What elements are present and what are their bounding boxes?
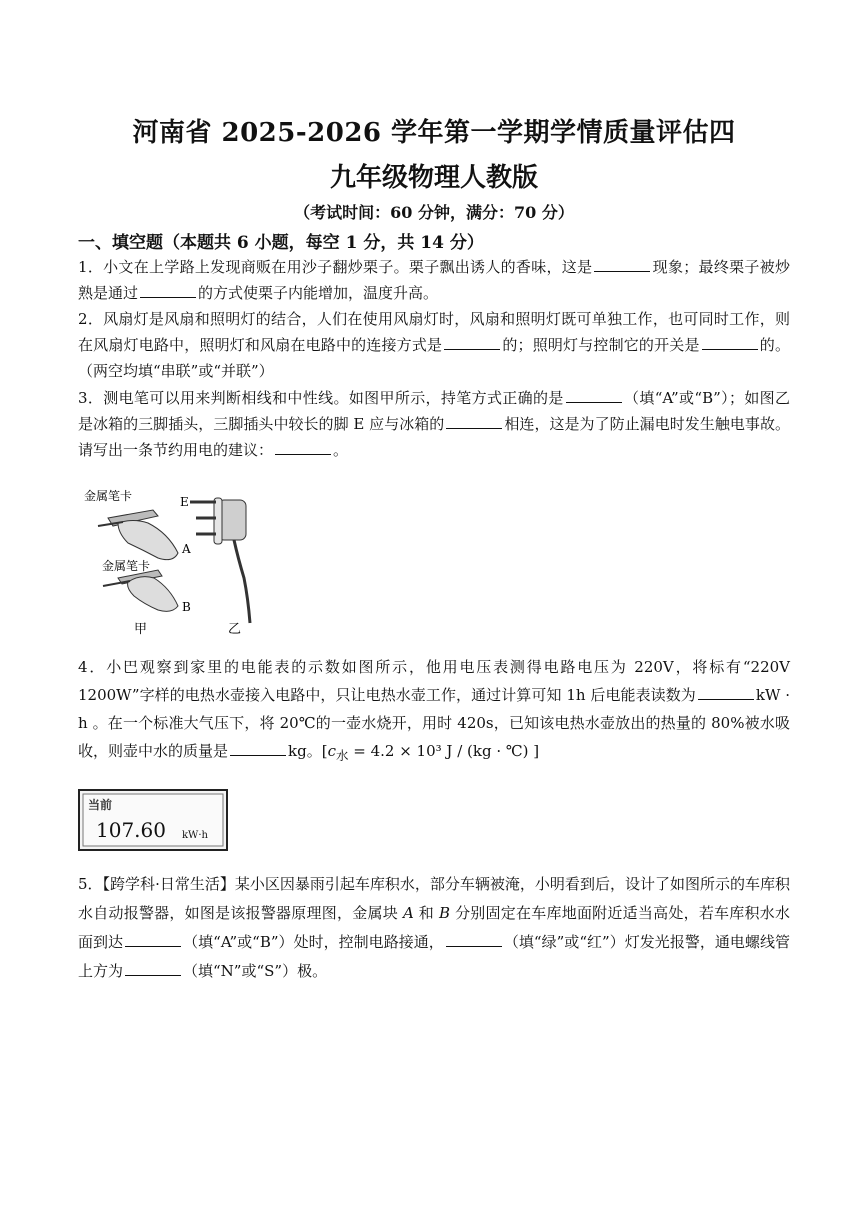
q4-text-a: 4．小巴观察到家里的电能表的示数如图所示，他用电压表测得电路电压为 220V，将标有“220V 1200W”字样的电热水壶接入电路中，只让电热水壶工作，通过计算可知 1h 后电能表读数为 [78, 658, 806, 704]
q2-blank-1[interactable] [444, 335, 500, 350]
q5-text-d: （填“绿”或“红”）灯发光报警，通电螺线管上方为 [78, 933, 790, 980]
label-a: A [182, 542, 191, 556]
q5-blank-3[interactable] [125, 961, 181, 976]
q5-metal-b: B [439, 904, 451, 922]
electricity-meter-display [78, 789, 228, 851]
q3-text-b: （填“A”或“B”）；如图乙是冰箱的三脚插头，三脚插头中较长的脚 E 应与冰箱的 [78, 389, 791, 433]
meter-reading: 107.60 [96, 818, 166, 842]
q3-blank-3[interactable] [275, 440, 331, 455]
q2-text-b: 的；照明灯与控制它的开关是 [502, 336, 700, 354]
question-1 [78, 254, 790, 306]
q4-blank-1[interactable] [698, 685, 754, 700]
test-pen-and-plug-figure [78, 478, 278, 638]
q3-text-a: 3．测电笔可以用来判断相线和中性线。如图甲所示，持笔方式正确的是 [78, 389, 564, 407]
label-b: B [182, 600, 191, 614]
q2-text-a: 2．风扇灯是风扇和照明灯的结合，人们在使用风扇灯时，风扇和照明灯既可单独工作，也可同时工作，则在风扇灯电路中，照明灯和风扇在电路中的连接方式是 [78, 310, 790, 354]
question-3 [78, 385, 790, 463]
meter-unit: kW·h [182, 830, 208, 841]
q4-formula-sub: 水 [335, 748, 349, 763]
q1-text-b: 现象；最终栗子被炒熟是通过 [78, 258, 790, 302]
q1-text-a: 1．小文在上学路上发现商贩在用沙子翻炒栗子。栗子飘出诱人的香味，这是 [78, 258, 593, 276]
exam-title: 河南省 2025-2026 学年第一学期学情质量评估四 [132, 118, 736, 148]
q1-blank-1[interactable] [594, 257, 650, 272]
hand-b-illustration [103, 570, 178, 611]
q5-blank-1[interactable] [125, 932, 181, 947]
q3-blank-1[interactable] [566, 388, 622, 403]
q5-text-c: （填“A”或“B”）处时，控制电路接通， [183, 933, 444, 951]
exam-subtitle: 九年级物理人教版 [329, 163, 538, 193]
q4-text-c: kg。[ [288, 742, 328, 760]
label-metal-clip-1: 金属笔卡 [84, 489, 133, 503]
q5-text-a: 5．【跨学科·日常生活】某小区因暴雨引起车库积水，部分车辆被淹，小明看到后，设计了如图所示的车库积水自动报警器，如图是该报警器原理图，金属块 [78, 875, 790, 922]
q2-text-c: 的。（两空均填“串联”或“并联”） [78, 336, 790, 380]
question-2 [78, 306, 790, 384]
q3-text-c: 相连，这是为了防止漏电时发生触电事故。请写出一条节约用电的建议： [78, 415, 790, 459]
q5-text-and: 和 [413, 904, 440, 922]
q1-text-c: 的方式使栗子内能增加，温度升高。 [198, 284, 439, 302]
label-metal-clip-2: 金属笔卡 [102, 559, 151, 573]
q5-blank-2[interactable] [446, 932, 502, 947]
hand-a-illustration [98, 510, 178, 560]
three-prong-plug-illustration [190, 498, 250, 623]
q4-formula-rest: = 4.2 × 10³ J / (kg · ℃) ] [348, 742, 540, 760]
meter-label: 当前 [88, 798, 113, 812]
question-5 [78, 870, 790, 986]
q4-text-b: kW · h 。在一个标准大气压下，将 20℃的一壶水烧开，用时 420s，已知该电热水壶放出的热量的 80%被水吸收，则壶中水的质量是 [78, 686, 790, 760]
q5-text-b: 分别固定在车库地面附近适当高处，若车库积水水面到达 [78, 904, 790, 951]
q4-blank-2[interactable] [230, 741, 286, 756]
q1-blank-2[interactable] [140, 283, 196, 298]
q5-metal-a: A [402, 904, 414, 922]
section-heading: 一、填空题（本题共 6 小题，每空 1 分，共 14 分） [78, 233, 484, 253]
q4-formula-c: c [327, 742, 336, 760]
label-e: E [180, 495, 189, 509]
q2-blank-2[interactable] [702, 335, 758, 350]
q5-text-e: （填“N”或“S”）极。 [183, 962, 328, 980]
label-jia: 甲 [134, 622, 148, 637]
question-4 [78, 653, 806, 770]
exam-info: （考试时间：60 分钟，满分：70 分） [294, 203, 574, 222]
label-yi: 乙 [228, 622, 242, 637]
q3-blank-2[interactable] [446, 414, 502, 429]
q3-text-d: 。 [333, 441, 349, 459]
